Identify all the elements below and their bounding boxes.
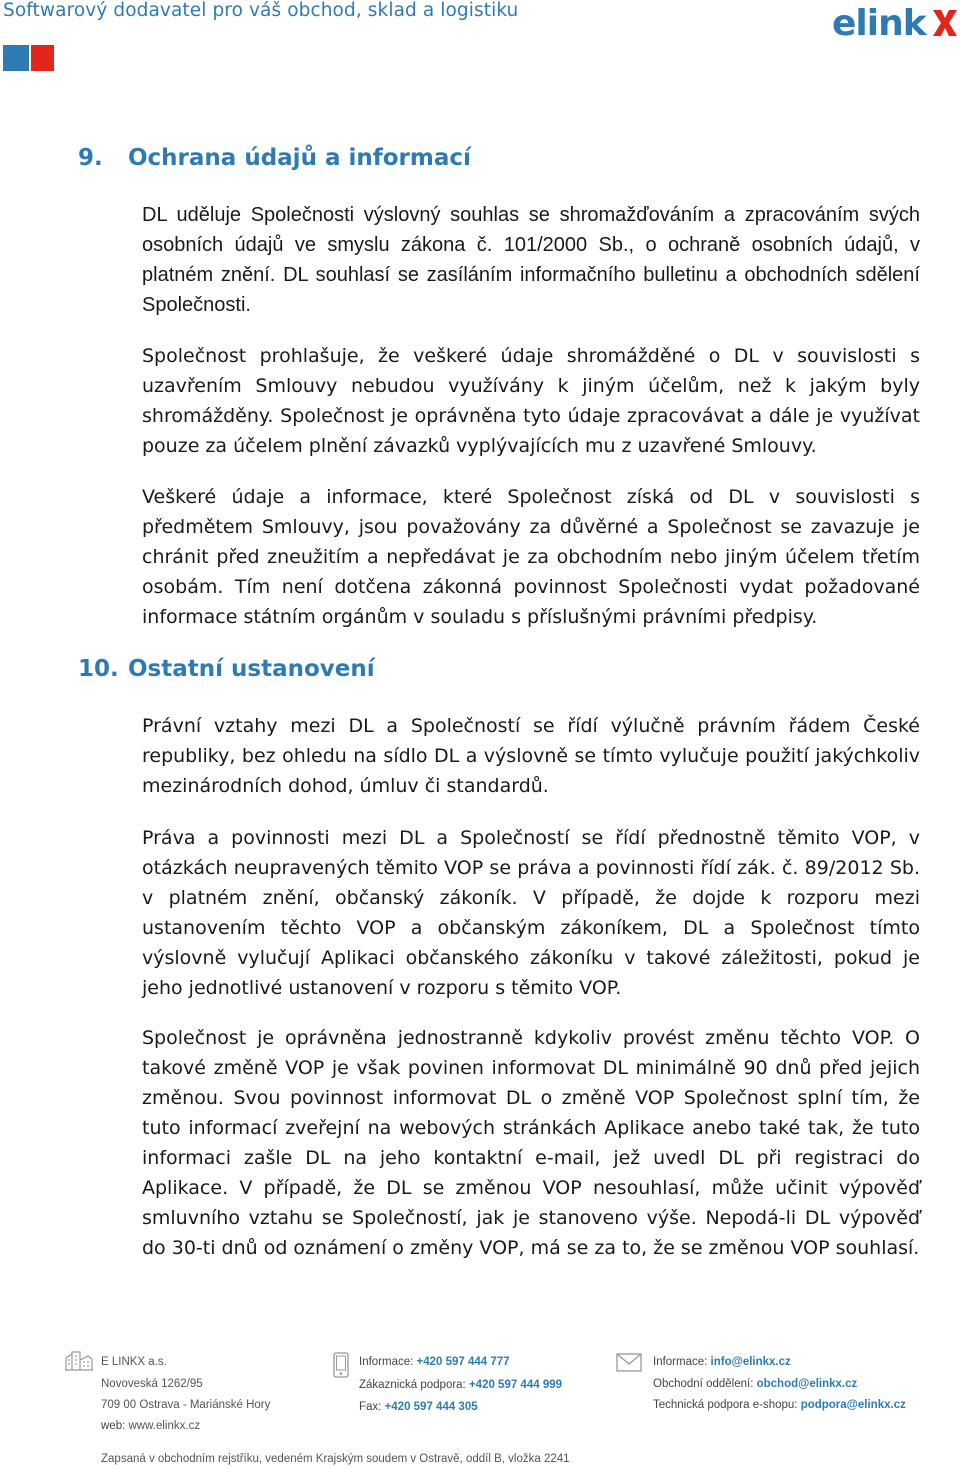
header-tagline: Softwarový dodavatel pro váš obchod, sklad a logistiku [3, 0, 519, 21]
brand-color-blocks [3, 45, 54, 71]
brand-block-blue [3, 45, 29, 71]
email-tech [653, 1399, 906, 1411]
email-tech-label: Technická podpora e-shopu: [653, 1399, 801, 1411]
email-tech-link[interactable]: podpora@elinkx.cz [800, 1399, 906, 1411]
paragraph: Právní vztahy mezi DL a Společností se řídí výlučně právním řádem České republiky, bez ohledu na sídlo DL a výslovně se tímto vylučuje použití jakýchkoliv mezinárodních dohod, úmluv či standardů. [142, 715, 920, 797]
section-number: 9. [78, 145, 103, 171]
company-city: 709 00 Ostrava - Mariánské Hory [101, 1399, 271, 1411]
fax-label: Fax: [359, 1401, 385, 1413]
phone-info [359, 1356, 510, 1368]
company-street: Novoveská 1262/95 [101, 1378, 203, 1390]
phone-info-number[interactable]: +420 597 444 777 [416, 1356, 510, 1368]
logo-x-mark [933, 10, 957, 36]
page-footer [0, 1340, 960, 1468]
web-link[interactable]: www.elinkx.cz [128, 1420, 201, 1432]
company-name: E LINKX a.s. [101, 1356, 167, 1368]
svg-text:elink: elink [832, 3, 926, 42]
company-web [101, 1420, 200, 1432]
phone-support-number[interactable]: +420 597 444 999 [468, 1379, 563, 1391]
phone-support [359, 1379, 562, 1391]
paragraph: Společnost je oprávněna jednostranně kdykoliv provést změnu těchto VOP. O takové změně VOP je však povinen informovat DL minimálně 90 dnů před jejich změnou. Svou povinnost informovat DL o změně VOP Společnost splní tím, že tuto informací zveřejní na webových stránkách Aplikace anebo také tak, že tuto informaci zašle DL na jeho kontaktní e-mail, jež uvedl DL při registraci do Aplikace. V případě, že DL se změnou VOP nesouhlasí, může učinit výpověď smluvního vztahu se Společností, jak je stanoveno výše. Nepodá-li DL výpověď do 30-ti dnů od oznámení o změny VOP, má se za to, že se změnou VOP souhlasí. [142, 1027, 920, 1259]
email-sales-label: Obchodní oddělení: [653, 1378, 757, 1390]
registration-note: Zapsaná v obchodním rejstříku, vedeném Krajským soudem v Ostravě, oddíl B, vložka 2241 [101, 1453, 570, 1465]
building-icon [64, 1350, 94, 1372]
email-sales [653, 1378, 857, 1390]
email-info-label: Informace: [653, 1356, 711, 1368]
paragraph: DL uděluje Společnosti výslovný souhlas se shromažďováním a zpracováním svých osobních údajů ve smyslu zákona č. 101/2000 Sb., o ochraně osobních údajů, v platném znění. DL souhlasí se zasíláním informačního bulletinu a obchodních sdělení Společnosti. [142, 204, 920, 316]
section-title: Ostatní ustanovení [128, 656, 375, 682]
web-label: web: [101, 1420, 129, 1432]
section-heading-10 [78, 656, 375, 682]
phone-fax [359, 1401, 478, 1413]
section-title: Ochrana údajů a informací [128, 145, 471, 171]
phone-support-label: Zákaznická podpora: [359, 1379, 469, 1391]
envelope-icon [616, 1353, 642, 1372]
paragraph: Veškeré údaje a informace, které Společnost získá od DL v souvislosti s předmětem Smlouvy, jsou považovány za důvěrné a Společnost se zavazuje je chránit před zneužitím a nepředávat je za obchodním nebo jiným účelem třetím osobám. Tím není dotčena zákonná povinnost Společnosti vydat požadované informace státním orgánům v souladu s příslušnými právními předpisy. [142, 486, 920, 628]
email-info-link[interactable]: info@elinkx.cz [710, 1356, 791, 1368]
email-info [653, 1356, 791, 1368]
fax-number: +420 597 444 305 [384, 1401, 478, 1413]
paragraph: Práva a povinnosti mezi DL a Společností se řídí přednostně těmito VOP, v otázkách neupravených těmito VOP se práva a povinnosti řídí zák. č. 89/2012 Sb. v platném znění, občanský zákoník. V případě, že dojde k rozporu mezi ustanovením těchto VOP a občanským zákoníkem, DL a Společnost tímto výslovně vylučují Aplikaci občanského zákoníku v takové záležitosti, pokud je jeho jednotlivé ustanovení v rozporu s těmito VOP. [142, 827, 920, 999]
elinkx-logo [832, 2, 958, 42]
paragraph: Společnost prohlašuje, že veškeré údaje shromážděné o DL v souvislosti s uzavřením Smlouvy nebudou využívány k jiným účelům, než k jakým byly shromážděny. Společnost je oprávněna tyto údaje zpracovávat a dále je využívat pouze za účelem plnění závazků vyplývajících mu z uzavřené Smlouvy. [142, 345, 920, 457]
section-heading-9 [78, 145, 471, 171]
section-number: 10. [78, 656, 119, 682]
phone-info-label: Informace: [359, 1356, 417, 1368]
brand-block-red [31, 45, 54, 71]
email-sales-link[interactable]: obchod@elinkx.cz [756, 1378, 858, 1390]
phone-icon [332, 1352, 350, 1378]
